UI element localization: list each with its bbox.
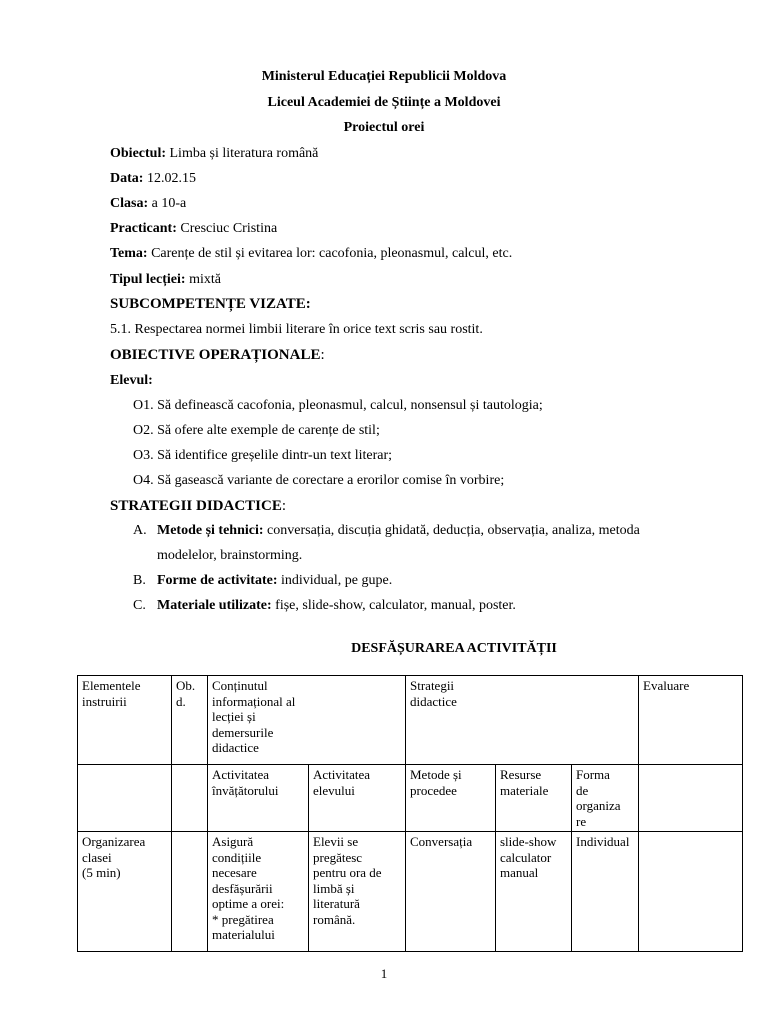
header-cell	[208, 676, 406, 765]
header-cell: Resurse materiale	[496, 765, 572, 832]
header-cell	[78, 765, 172, 832]
objective-item: O2. Să ofere alte exemple de carențe de stil;	[133, 423, 380, 438]
header-cell: Activitatea elevului	[309, 765, 406, 832]
header-cell-text: Conținutul informațional al lecției și demersurile didactice	[212, 678, 296, 755]
field-obiectul	[110, 145, 318, 163]
table-header-row	[78, 676, 743, 765]
strategy-text: individual, pe gupe.	[281, 573, 393, 588]
strategy-item	[133, 597, 516, 615]
strategy-letter: C.	[133, 598, 146, 613]
header-cell: Elementele instruirii	[78, 676, 172, 765]
table-cell-text: Elevii se pregătesc pentru ora de limbă și literatură română.	[313, 834, 382, 927]
field-tipul	[110, 271, 221, 289]
header-cell	[639, 765, 743, 832]
field-label: Tema:	[110, 246, 148, 261]
strategy-label: Forme de activitate:	[157, 573, 278, 588]
field-data	[110, 170, 196, 188]
strategy-label: Materiale utilizate:	[157, 598, 272, 613]
elevul-label: Elevul:	[110, 373, 153, 388]
field-label: Tipul lecției:	[110, 272, 186, 287]
field-value: Cresciuc Cristina	[180, 221, 278, 236]
table-title: DESFĂȘURAREA ACTIVITĂȚII	[351, 641, 557, 656]
field-label: Data:	[110, 171, 144, 186]
objective-item: O4. Să gasească variante de corectare a erorilor comise în vorbire;	[133, 473, 505, 488]
objective-item: O3. Să identifice greșelile dintr-un text literar;	[133, 448, 393, 463]
field-value: Limba și literatura română	[169, 146, 319, 161]
table-row	[78, 832, 743, 952]
table-cell	[208, 832, 309, 952]
table-cell	[78, 832, 172, 952]
strategy-item	[133, 522, 640, 540]
table-cell-text: Asigură condițiile necesare desfășurării optime a orei: * pregătirea materialului	[212, 834, 285, 942]
table-cell	[572, 832, 639, 952]
strategy-item	[133, 572, 392, 590]
table-cell: Conversația	[406, 832, 496, 952]
strategy-item-continuation: modelelor, brainstorming.	[157, 548, 303, 563]
strategy-letter: A.	[133, 523, 147, 538]
header-cell	[406, 676, 639, 765]
header-cell: Metode și procedee	[406, 765, 496, 832]
table-cell-text: slide-show calculator manual	[500, 834, 557, 880]
school-title: Liceul Academiei de Științe a Moldovei	[267, 95, 501, 110]
field-value: 12.02.15	[146, 171, 196, 186]
strategii-heading-text: STRATEGII DIDACTICE	[110, 498, 282, 514]
obiective-heading-text: OBIECTIVE OPERAȚIONALE	[110, 347, 321, 363]
page-number: 1	[380, 966, 388, 981]
activity-table	[77, 675, 743, 952]
field-practicant	[110, 220, 277, 238]
header-cell: Evaluare	[639, 676, 743, 765]
header-cell-text: Forma de organizare	[576, 767, 621, 829]
obiective-heading	[110, 346, 325, 364]
strategy-text: fișe, slide-show, calculator, manual, poster.	[275, 598, 516, 613]
field-value: mixtă	[189, 272, 221, 287]
table-cell-text: Individual	[576, 834, 630, 849]
strategy-label: Metode și tehnici:	[157, 523, 264, 538]
field-clasa	[110, 195, 186, 213]
header-cell	[172, 765, 208, 832]
doc-title: Proiectul orei	[343, 120, 425, 135]
obiective-heading-colon: :	[320, 347, 325, 363]
objective-item: O1. Să definească cacofonia, pleonasmul, calcul, nonsensul și tautologia;	[133, 398, 543, 413]
strategii-heading	[110, 497, 286, 515]
field-tema	[110, 245, 512, 263]
ministry-title: Ministerul Educației Republicii Moldova	[261, 69, 507, 84]
element-time: (5 min)	[82, 865, 121, 880]
header-cell-text: Strategii didactice	[410, 678, 457, 709]
table-cell	[639, 832, 743, 952]
strategii-heading-colon: :	[281, 498, 287, 514]
table-cell	[172, 832, 208, 952]
field-label: Obiectul:	[110, 146, 166, 161]
table-subheader-row	[78, 765, 743, 832]
field-value: a 10-a	[151, 196, 187, 211]
strategy-text: conversația, discuția ghidată, deducția, observația, analiza, metoda	[267, 523, 640, 538]
table-cell	[496, 832, 572, 952]
header-cell: Activitatea învățătorului	[208, 765, 309, 832]
table-cell	[309, 832, 406, 952]
subcompetente-item: 5.1. Respectarea normei limbii literare în orice text scris sau rostit.	[110, 322, 483, 337]
field-label: Clasa:	[110, 196, 149, 211]
field-label: Practicant:	[110, 221, 177, 236]
field-value: Carențe de stil și evitarea lor: cacofonia, pleonasmul, calcul, etc.	[151, 246, 513, 261]
subcompetente-heading: SUBCOMPETENȚE VIZATE:	[110, 296, 311, 312]
header-cell: Ob. d.	[172, 676, 208, 765]
strategy-letter: B.	[133, 573, 146, 588]
element-title: Organizarea clasei	[82, 834, 146, 865]
header-cell	[572, 765, 639, 832]
